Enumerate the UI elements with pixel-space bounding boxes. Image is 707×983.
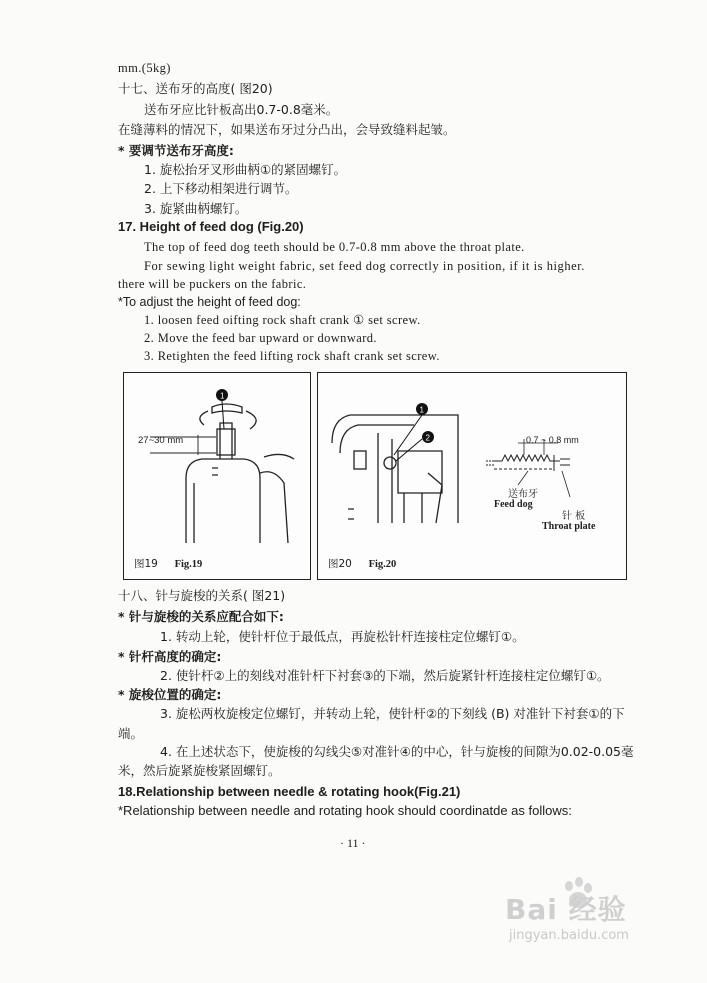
figure-20-illustration [318, 373, 626, 579]
section-heading-en-17: 17. Height of feed dog (Fig.20) [118, 219, 304, 234]
caption-en: Fig.19 [174, 559, 203, 570]
watermark-url: jingyan.baidu.com [509, 928, 629, 943]
list-item: 3. 旋松两枚旋梭定位螺钉，并转动上轮，使针杆②的下刻线 (B) 对准针下衬套①的下 [160, 706, 625, 721]
watermark [505, 880, 695, 960]
marker-2: 2 [425, 433, 430, 443]
page-number: · 11 · [340, 836, 366, 850]
subheading-zh: * 针杆高度的确定: [118, 649, 222, 664]
text-line: *Relationship between needle and rotating hook should coordinatde as follows: [118, 803, 572, 818]
list-item: 1. 转动上轮，使针杆位于最低点，再旋松针杆连接柱定位螺钉①。 [160, 629, 525, 644]
subheading-en: *To adjust the height of feed dog: [118, 295, 301, 309]
text-line: 送布牙应比针板高出0.7-0.8毫米。 [144, 102, 339, 117]
watermark-brand: Bai 经验 [505, 893, 627, 926]
list-item-continuation: 端。 [118, 726, 144, 741]
list-item: 2. 上下移动相架进行调节。 [144, 181, 298, 196]
dimension-label: 27~30 mm [138, 435, 184, 446]
text-line: For sewing light weight fabric, set feed dog correctly in position, if it is higher. [144, 259, 585, 273]
subheading-zh: * 针与旋梭的关系应配合如下: [118, 609, 284, 624]
list-item: 3. Retighten the feed lifting rock shaft crank set screw. [144, 349, 440, 363]
subheading-zh: * 旋梭位置的确定: [118, 687, 222, 702]
list-item: 3. 旋紧曲柄螺钉。 [144, 201, 248, 216]
marker-1: 1 [419, 405, 424, 415]
marker-1: 1 [220, 391, 225, 401]
dimension-label: 0.7 ~ 0.8 mm [526, 435, 579, 445]
section-heading-zh-17: 十七、送布牙的高度( 图20) [118, 81, 273, 96]
label-throat-plate-zh: 针 板 [562, 511, 586, 522]
list-item: 4. 在上述状态下，使旋梭的勾线尖⑤对准针④的中心，针与旋梭的间隙为0.02-0.05毫 [160, 744, 634, 759]
caption-zh: 图20 [328, 558, 352, 570]
figure-19-caption [134, 556, 202, 571]
label-throat-plate-en: Throat plate [542, 521, 596, 532]
list-item-continuation: 米，然后旋紧旋梭紧固螺钉。 [118, 763, 281, 778]
section-heading-en-18: 18.Relationship between needle & rotating hook(Fig.21) [118, 784, 461, 799]
figure-19 [123, 372, 311, 580]
list-item: 2. Move the feed bar upward or downward. [144, 331, 377, 345]
list-item: 1. 旋松抬牙叉形曲柄①的紧固螺钉。 [144, 162, 347, 177]
figure-19-illustration [124, 373, 310, 579]
figure-20-caption [328, 556, 396, 571]
text-line: mm.(5kg) [118, 61, 171, 75]
text-line: there will be puckers on the fabric. [118, 277, 307, 291]
label-feed-dog-en: Feed dog [494, 499, 533, 510]
text-line: 在缝薄料的情况下，如果送布牙过分凸出，会导致缝料起皱。 [118, 122, 456, 137]
list-item: 2. 使针杆②上的刻线对准针杆下衬套③的下端，然后旋紧针杆连接柱定位螺钉①。 [160, 668, 610, 683]
subheading-zh: * 要调节送布牙高度: [118, 143, 234, 158]
section-heading-zh-18: 十八、针与旋梭的关系( 图21) [118, 588, 286, 603]
figure-20 [317, 372, 627, 580]
label-feed-dog-zh: 送布牙 [508, 489, 538, 500]
caption-en: Fig.20 [368, 559, 397, 570]
list-item: 1. loosen feed oifting rock shaft crank ① set screw. [144, 313, 421, 327]
text-line: The top of feed dog teeth should be 0.7-0.8 mm above the throat plate. [144, 240, 525, 254]
caption-zh: 图19 [134, 558, 158, 570]
